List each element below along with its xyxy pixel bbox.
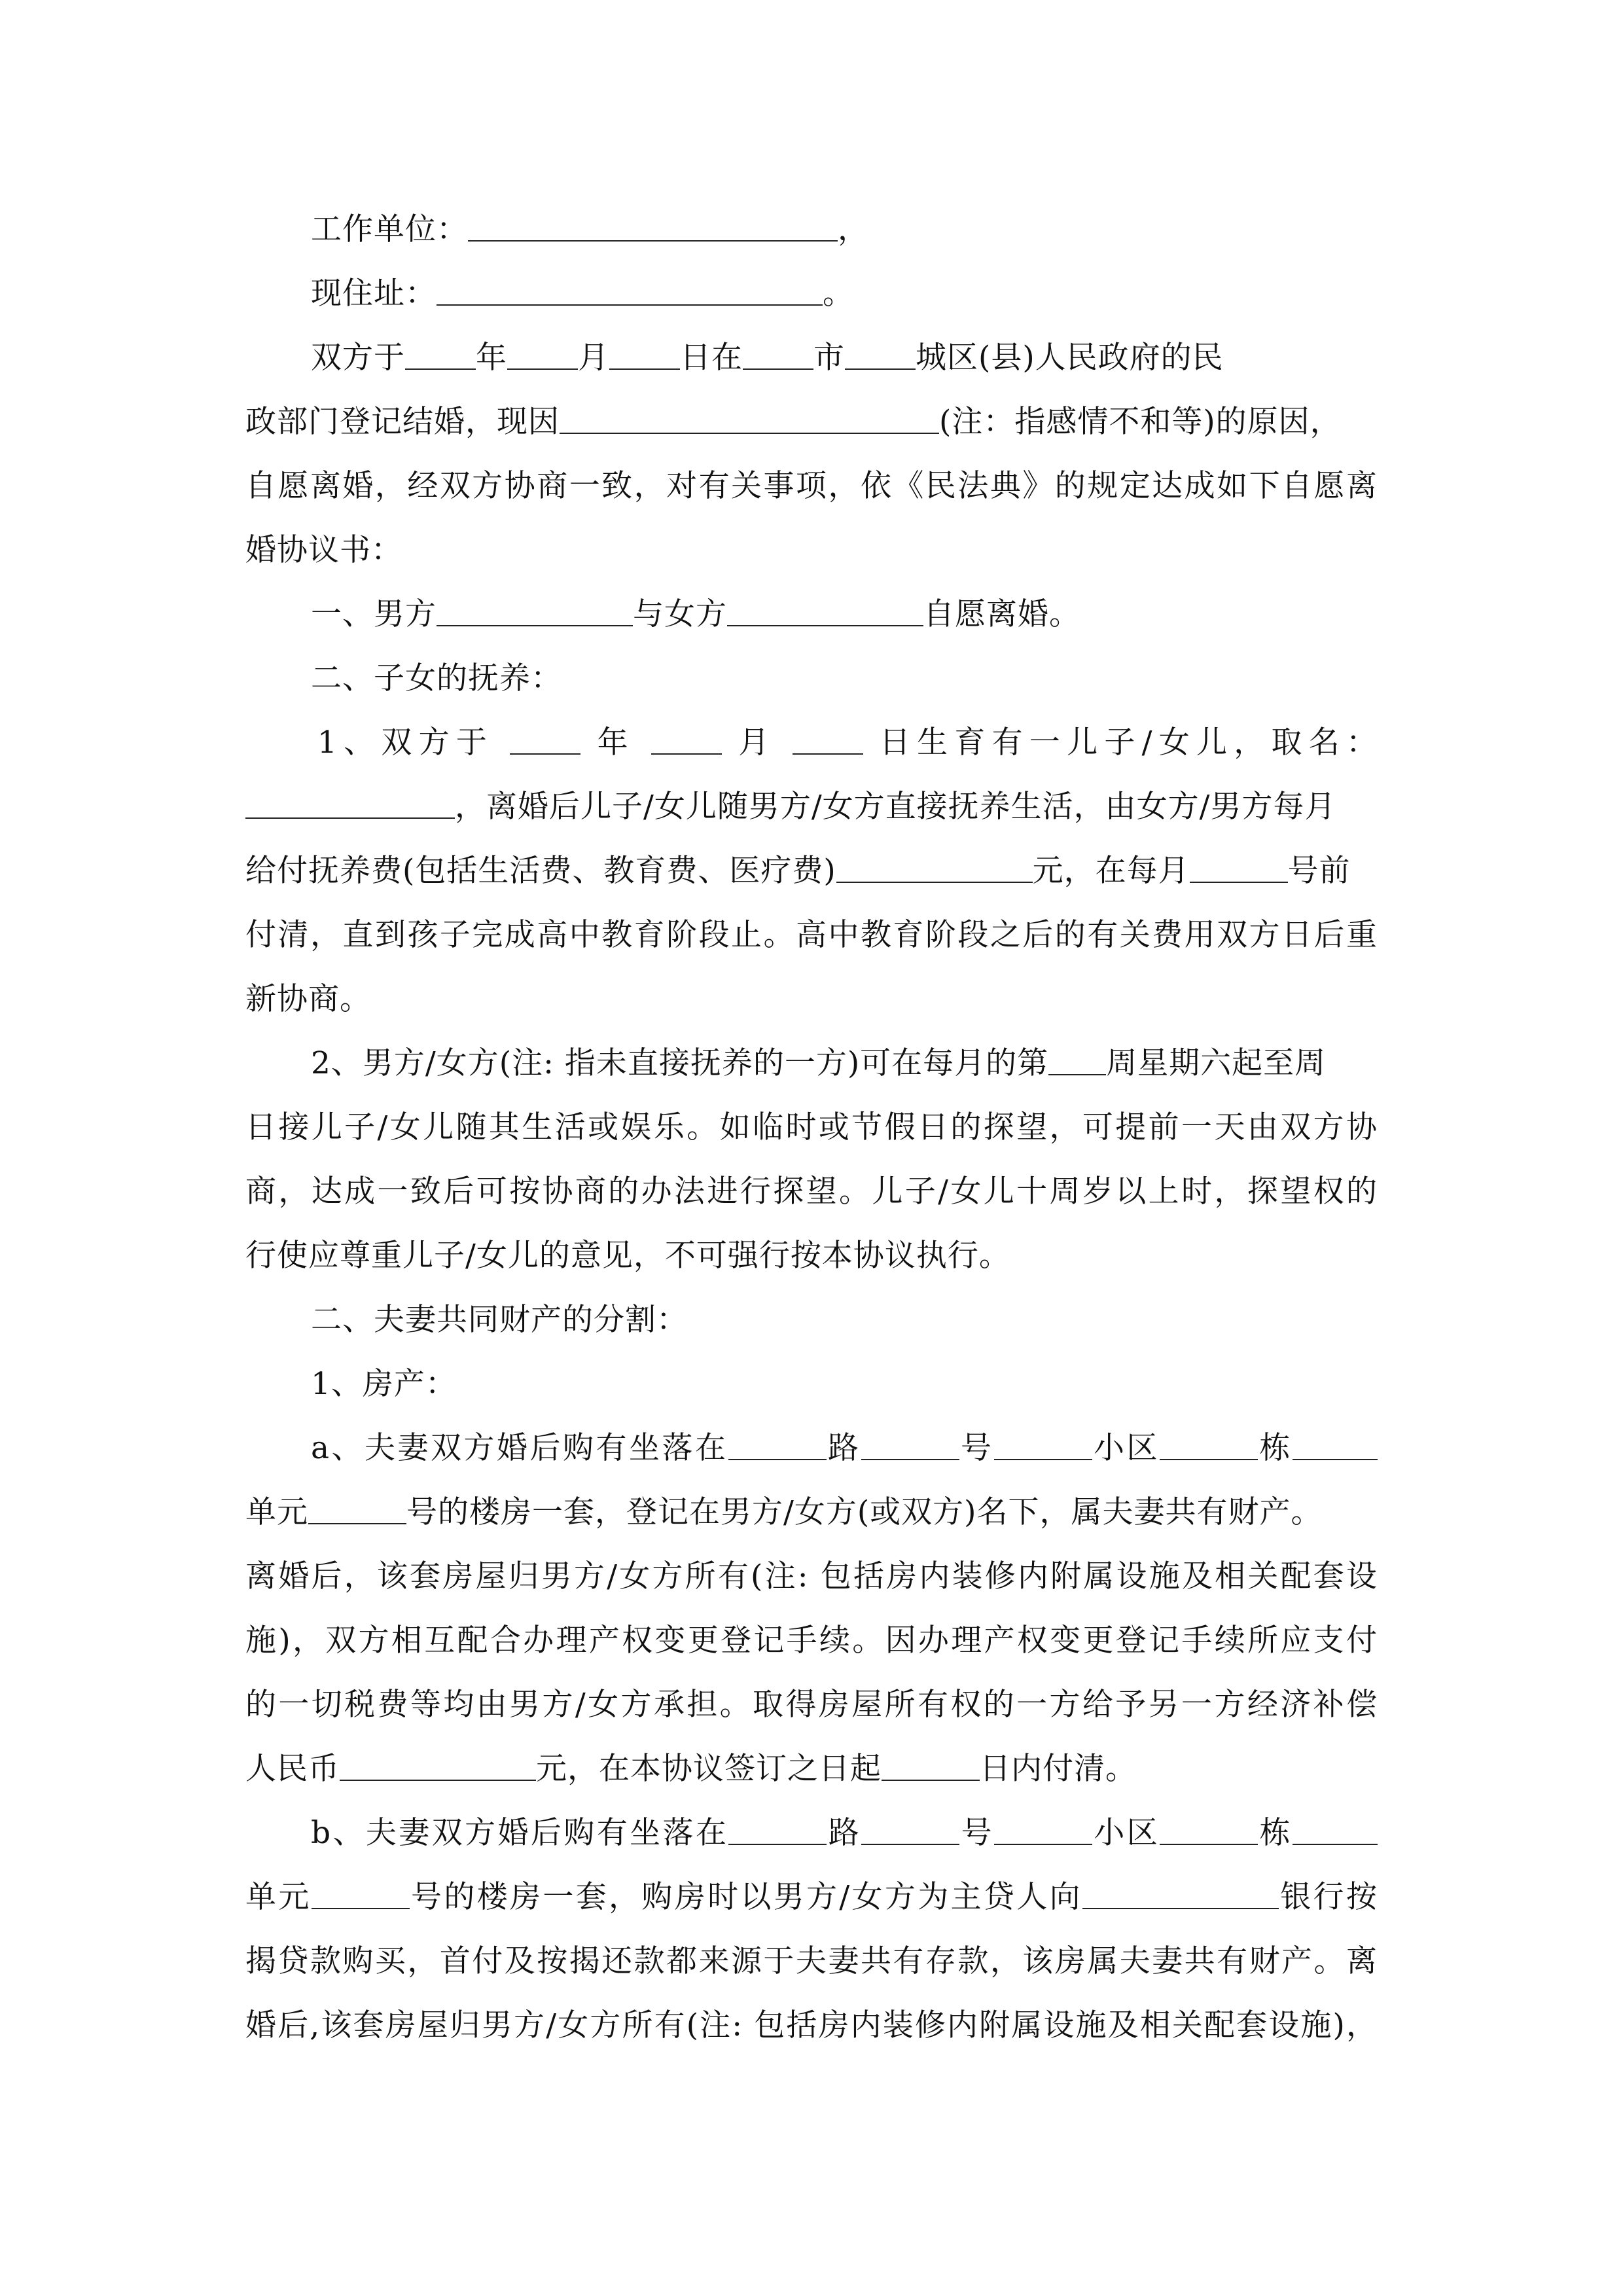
- custody-line: ，离婚后儿子/女儿随男方/女方直接抚养生活，由女方/男方每月: [245, 775, 1336, 839]
- compensation-line: 人民币 元，在本协议签订之日起 日内付清。: [245, 1751, 1137, 1787]
- address-field[interactable]: [437, 278, 823, 306]
- visitation-week-field[interactable]: [1048, 1048, 1106, 1075]
- paragraph-line: 新协商。: [245, 981, 371, 1017]
- property-b-building-field[interactable]: [1160, 1818, 1258, 1845]
- property-a-unit-line: 单元 号的楼房一套，登记在男方/女方(或双方)名下，属夫妻共有财产。: [245, 1494, 1323, 1530]
- child-birth-line: 1、双方于 年 月 日生育有一儿子/女儿，取名：: [317, 725, 1378, 761]
- property-b-unit-field[interactable]: [1293, 1818, 1378, 1845]
- property-b-room-field[interactable]: [312, 1882, 410, 1909]
- husband-name-field[interactable]: [437, 599, 633, 626]
- support-amount-field[interactable]: [836, 855, 1033, 883]
- child-birth-year-field[interactable]: [510, 727, 580, 755]
- visitation-line: 2、男方/女方(注: 指未直接抚养的一方)可在每月的第 周星期六起至周: [311, 1045, 1327, 1081]
- paragraph-line: 商，达成一致后可按协商的办法进行探望。儿子/女儿十周岁以上时，探望权的: [245, 1174, 1378, 1210]
- paragraph-line: 婚协议书：: [245, 532, 402, 568]
- property-a-community-field[interactable]: [994, 1433, 1092, 1460]
- property-a-building-field[interactable]: [1160, 1433, 1258, 1460]
- marriage-city-field[interactable]: [743, 342, 813, 370]
- paragraph-line: 的一切税费等均由男方/女方承担。取得房屋所有权的一方给予另一方经济补偿: [245, 1687, 1378, 1723]
- marriage-district-field[interactable]: [845, 342, 916, 370]
- address-label: 现住址：: [311, 276, 437, 312]
- paragraph-line: 日接儿子/女儿随其生活或娱乐。如临时或节假日的探望，可提前一天由双方协: [245, 1109, 1378, 1145]
- property-b-location-line: b、夫妻双方婚后购有坐落在 路 号 小区 栋: [311, 1801, 1378, 1865]
- child-birth-month-field[interactable]: [651, 727, 722, 755]
- work-unit-line: 工作单位： ，: [311, 211, 869, 247]
- compensation-amount-field[interactable]: [340, 1753, 536, 1781]
- paragraph-line: 婚后,该套房屋归男方/女方所有(注: 包括房内装修内附属设施及相关配套设施)，: [245, 2007, 1378, 2043]
- property-a-location-line: a、夫妻双方婚后购有坐落在 路 号 小区 栋: [311, 1416, 1378, 1480]
- wife-name-field[interactable]: [727, 599, 923, 626]
- property-a-room-field[interactable]: [308, 1497, 406, 1524]
- work-unit-field[interactable]: [468, 214, 838, 242]
- property-a-road-field[interactable]: [728, 1433, 827, 1460]
- marriage-year-field[interactable]: [405, 342, 476, 370]
- property-b-number-field[interactable]: [861, 1818, 959, 1845]
- marriage-day-field[interactable]: [609, 342, 680, 370]
- child-name-field[interactable]: [245, 791, 455, 819]
- property-b-loan-line: 单元 号的楼房一套，购房时以男方/女方为主贷人向 银行按: [245, 1879, 1378, 1915]
- property-b-road-field[interactable]: [728, 1818, 827, 1845]
- child-birth-day-field[interactable]: [793, 727, 863, 755]
- property-a-number-field[interactable]: [861, 1433, 959, 1460]
- section-heading: 二、子女的抚养：: [311, 660, 562, 696]
- marriage-month-field[interactable]: [507, 342, 578, 370]
- address-line: 现住址： 。: [311, 276, 854, 312]
- work-unit-label: 工作单位：: [311, 211, 468, 247]
- compensation-days-field[interactable]: [882, 1753, 980, 1781]
- property-b-community-field[interactable]: [994, 1818, 1092, 1845]
- paragraph-line: 揭贷款购买，首付及按揭还款都来源于夫妻共有存款，该房属夫妻共有财产。离: [245, 1943, 1378, 1979]
- section-heading: 二、夫妻共同财产的分割：: [311, 1302, 688, 1338]
- paragraph-line: 施)，双方相互配合办理产权变更登记手续。因办理产权变更登记手续所应支付: [245, 1623, 1378, 1659]
- divorce-reason-field[interactable]: [560, 406, 939, 434]
- support-payment-line: 给付抚养费(包括生活费、教育费、医疗费) 元，在每月 号前: [245, 853, 1351, 889]
- property-a-unit-field[interactable]: [1293, 1433, 1378, 1460]
- paragraph-line: 付清，直到孩子完成高中教育阶段止。高中教育阶段之后的有关费用双方日后重: [245, 917, 1378, 953]
- divorce-reason-line: 政部门登记结婚，现因 (注：指感情不和等)的原因，: [245, 404, 1342, 440]
- section-heading: 1、房产：: [311, 1366, 457, 1402]
- lender-bank-field[interactable]: [1082, 1882, 1279, 1909]
- paragraph-line: 自愿离婚，经双方协商一致，对有关事项，依《民法典》的规定达成如下自愿离: [245, 468, 1378, 504]
- marriage-registration-line: 双方于 年 月 日在 市 城区(县)人民政府的民: [311, 340, 1224, 376]
- paragraph-line: 行使应尊重儿子/女儿的意见，不可强行按本协议执行。: [245, 1238, 1010, 1274]
- paragraph-line: 离婚后，该套房屋归男方/女方所有(注: 包括房内装修内附属设施及相关配套设: [245, 1558, 1378, 1594]
- support-day-field[interactable]: [1190, 855, 1288, 883]
- clause-1-line: 一、男方 与女方 自愿离婚。: [311, 596, 1080, 632]
